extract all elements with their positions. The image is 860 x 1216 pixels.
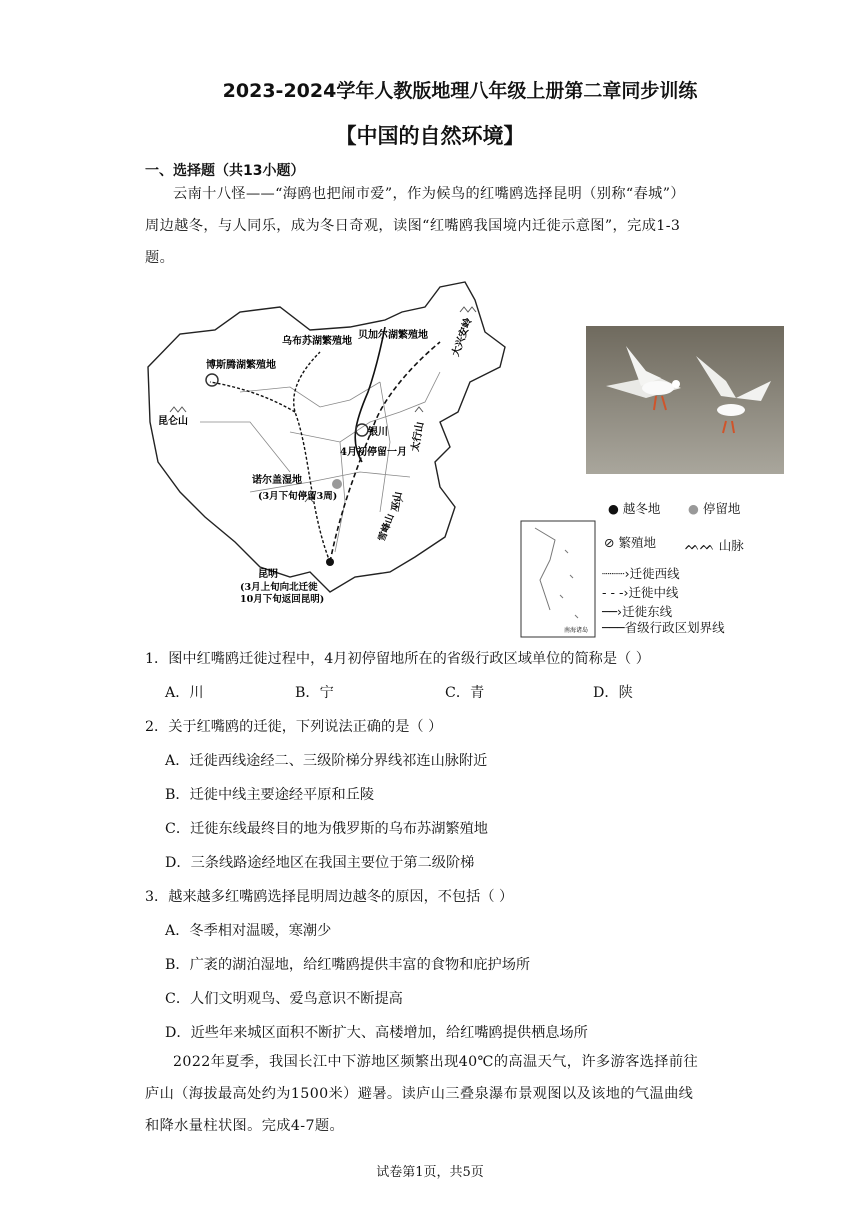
inset-label: 南海诸岛	[564, 627, 589, 634]
page-subtitle: 【中国的自然环境】	[335, 124, 525, 148]
label-daxinganling: 大兴安岭	[450, 316, 475, 359]
q2-option-d[interactable]: D．三条线路途经地区在我国主要位于第二级阶梯	[165, 855, 475, 871]
q2-option-a[interactable]: A．迁徙西线途经二、三级阶梯分界线祁连山脉附近	[165, 753, 488, 769]
border-line-icon: ───	[602, 620, 625, 635]
intro2-line3: 和降水量柱状图。完成4-7题。	[145, 1118, 345, 1134]
winter-dot-icon: ●	[608, 501, 619, 516]
label-wushan: 巫山	[390, 490, 405, 513]
stop-dot-icon: ●	[688, 501, 699, 516]
intro2-line1: 2022年夏季，我国长江中下游地区频繁出现40℃的高温天气，许多游客选择前往	[173, 1054, 699, 1070]
q1-option-c[interactable]: C．青	[445, 685, 485, 701]
legend-middle: - - -›迁徙中线	[602, 585, 679, 600]
label-wubusu: 乌布苏湖繁殖地	[282, 336, 352, 347]
legend-stop: ● 停留地	[688, 501, 741, 516]
q3-option-a[interactable]: A．冬季相对温暖，寒潮少	[165, 923, 332, 939]
question-3-stem: 3．越来越多红嘴鸥选择昆明周边越冬的原因，不包括（ ）	[145, 889, 514, 905]
q3-option-b[interactable]: B．广袤的湖泊湿地，给红嘴鸥提供丰富的食物和庇护场所	[165, 957, 531, 973]
q3-option-d[interactable]: D．近些年来城区面积不断扩大、高楼增加，给红嘴鸥提供栖息场所	[165, 1025, 588, 1041]
label-nuoer-note: (3月下旬停留3周)	[258, 491, 338, 502]
intro-paragraph-2	[145, 1046, 730, 1142]
question-2-stem: 2．关于红嘴鸥的迁徙，下列说法正确的是（ ）	[145, 719, 443, 735]
label-bosteng: 博斯腾湖繁殖地	[206, 360, 276, 371]
q1-option-b[interactable]: B．宁	[295, 685, 334, 701]
legend-border: ───省级行政区划界线	[602, 620, 725, 635]
legend-east: ──›迁徙东线	[602, 604, 673, 619]
mountain-icon: ᨓᨓ	[685, 538, 715, 553]
label-kunming-note1: (3月上旬向北迁徙	[240, 582, 318, 593]
migration-map	[140, 272, 520, 637]
legend-mountain: ᨓᨓ 山脉	[685, 538, 744, 553]
label-yinchuan: 银川	[368, 427, 388, 438]
label-baikal: 贝加尔湖繁殖地	[358, 330, 428, 341]
legend-winter: ● 越冬地	[608, 501, 661, 516]
dashed-arrow-icon: - - -›	[602, 585, 629, 600]
q3-option-c[interactable]: C．人们文明观鸟、爱鸟意识不断提高	[165, 991, 403, 1007]
label-april: 4月初停留一月	[340, 447, 407, 458]
intro1-line2: 周边越冬，与人同乐，成为冬日奇观，读图“红嘴鸥我国境内迁徙示意图”，完成1-3	[145, 218, 681, 234]
map-legend	[520, 490, 780, 638]
label-xuefeng: 雪峰山	[376, 512, 397, 544]
kunming-marker	[326, 558, 334, 566]
label-taihang: 太行山	[410, 421, 427, 453]
hatched-circle-icon: ⊘	[604, 535, 615, 550]
dotted-arrow-icon: ┈┈┈›	[602, 566, 630, 581]
q1-option-d[interactable]: D．陕	[593, 685, 633, 701]
page-title: 2023-2024学年人教版地理八年级上册第二章同步训练	[222, 80, 698, 102]
south-china-sea-inset	[520, 520, 596, 638]
legend-west: ┈┈┈›迁徙西线	[602, 566, 680, 581]
china-outline	[148, 282, 505, 592]
label-nuoer: 诺尔盖湿地	[252, 475, 302, 486]
label-kunlun: 昆仑山	[158, 416, 188, 427]
intro1-line1: 云南十八怪——“海鸥也把闹市爱”，作为候鸟的红嘴鸥选择昆明（别称“春城”）	[173, 186, 686, 202]
label-kunming-note2: 10月下旬返回昆明)	[240, 594, 325, 605]
intro1-line3: 题。	[145, 250, 175, 266]
legend-breed: ⊘ 繁殖地	[604, 535, 656, 550]
intro2-line2: 庐山（海拔最高处约为1500米）避暑。读庐山三叠泉瀑布景观图以及该地的气温曲线	[145, 1086, 694, 1102]
q2-option-b[interactable]: B．迁徙中线主要途经平原和丘陵	[165, 787, 375, 803]
q2-option-c[interactable]: C．迁徙东线最终目的地为俄罗斯的乌布苏湖繁殖地	[165, 821, 488, 837]
q1-option-a[interactable]: A．川	[165, 685, 204, 701]
question-1-stem: 1．图中红嘴鸥迁徙过程中，4月初停留地所在的省级行政区域单位的简称是（ ）	[145, 651, 650, 667]
page-footer: 试卷第1页，共5页	[376, 1165, 484, 1180]
nuoer-marker	[332, 479, 342, 489]
gull-photo	[586, 326, 784, 474]
label-kunming: 昆明	[258, 569, 278, 580]
solid-arrow-icon: ──›	[602, 604, 623, 619]
intro-paragraph-1	[145, 178, 730, 274]
section-heading: 一、选择题（共13小题）	[145, 163, 305, 179]
